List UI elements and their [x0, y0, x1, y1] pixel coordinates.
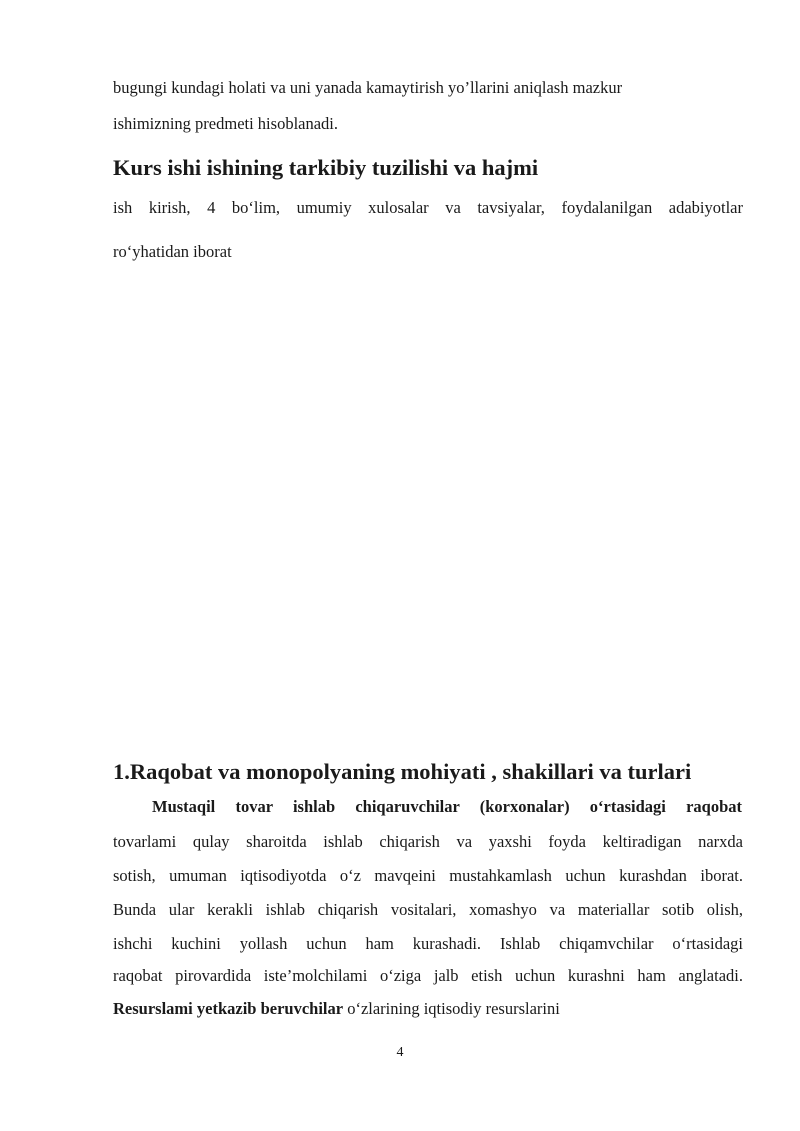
paragraph-line-4: Bunda ular kerakli ishlab chiqarish vositalari, xomashyo va materiallar sotib olish,	[113, 900, 743, 919]
bold-term: Resurslami yetkazib beruvchilar	[113, 999, 344, 1018]
paragraph-line-2: tovarlami qulay sharoitda ishlab chiqarish va yaxshi foyda keltiradigan narxda	[113, 832, 743, 851]
paragraph-line-6: raqobat pirovardida iste’molchilami o‘ziga jalb etish uchun kurashni ham anglatadi.	[113, 966, 743, 985]
paragraph-line-5: ishchi kuchini yollash uchun ham kurashadi. Ishlab chiqamvchilar o‘rtasidagi	[113, 934, 743, 953]
paragraph-line-1: Mustaqil tovar ishlab chiqaruvchilar (korxonalar) o‘rtasidagi raqobat	[152, 797, 742, 816]
page-number: 4	[396, 1045, 404, 1060]
paragraph-line-7-rest: o‘zlarining iqtisodiy resurslarini	[343, 999, 560, 1018]
paragraph-line-3: sotish, umuman iqtisodiyotda o‘z mavqeini mustahkamlash uchun kurashdan iborat.	[113, 866, 743, 885]
intro-line-1: bugungi kundagi holati va uni yanada kamaytirish yo’llarini aniqlash mazkur	[113, 78, 623, 97]
structure-line-1: ish kirish, 4 bo‘lim, umumiy xulosalar va tavsiyalar, foydalanilgan adabiyotlar	[113, 198, 743, 217]
structure-line-2: ro‘yhatidan iborat	[113, 242, 232, 261]
intro-line-2: ishimizning predmeti hisoblanadi.	[113, 114, 339, 133]
paragraph-line-7	[113, 999, 743, 1019]
section-heading-structure: Kurs ishi ishining tarkibiy tuzilishi va hajmi	[113, 155, 539, 180]
chapter-heading: 1.Raqobat va monopolyaning mohiyati , shakillari va turlari	[113, 759, 692, 784]
